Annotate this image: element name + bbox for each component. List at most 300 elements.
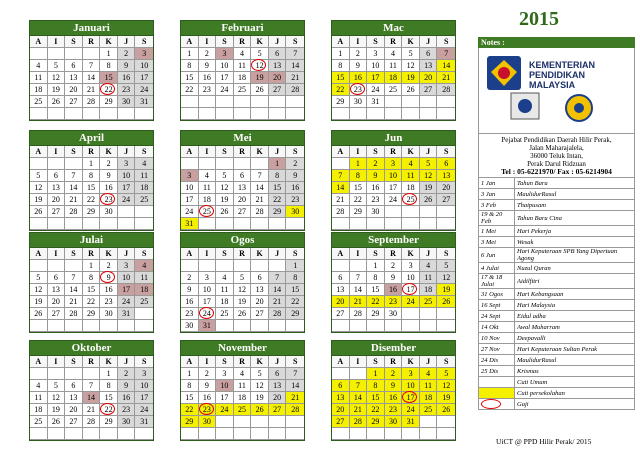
day-cell: 3 xyxy=(402,260,420,272)
empty-cell xyxy=(181,428,199,440)
weekday-header: A xyxy=(181,248,199,260)
weekday-header: A xyxy=(332,248,350,260)
empty-cell xyxy=(332,218,350,230)
day-cell: 1 xyxy=(350,158,368,170)
holiday-date: 3 Mei xyxy=(479,237,515,248)
weekday-header: A xyxy=(30,356,48,368)
day-cell: 15 xyxy=(181,392,199,404)
empty-cell xyxy=(251,320,269,332)
empty-cell xyxy=(402,320,420,332)
day-cell: 11 xyxy=(135,272,153,284)
empty-cell xyxy=(65,108,83,120)
day-cell: 21 xyxy=(83,84,101,96)
day-cell: 7 xyxy=(269,272,287,284)
weekday-header: K xyxy=(100,356,118,368)
day-cell: 6 xyxy=(269,48,287,60)
day-cell: 27 xyxy=(332,416,350,428)
day-cell: 23 xyxy=(199,84,217,96)
empty-cell xyxy=(234,416,252,428)
day-cell: 31 xyxy=(199,320,217,332)
empty-cell xyxy=(234,108,252,120)
day-cell: 6 xyxy=(332,272,350,284)
day-cell: 21 xyxy=(332,194,350,206)
day-cell: 8 xyxy=(367,272,385,284)
day-cell: 22 xyxy=(286,296,304,308)
weekday-header: K xyxy=(251,146,269,158)
day-cell: 9 xyxy=(350,60,368,72)
day-cell: 29 xyxy=(100,416,118,428)
empty-cell xyxy=(332,320,350,332)
empty-cell xyxy=(437,96,455,108)
day-cell: 30 xyxy=(367,206,385,218)
empty-cell xyxy=(234,158,252,170)
day-cell: 19 xyxy=(420,182,438,194)
day-cell: 8 xyxy=(286,272,304,284)
day-cell: 12 xyxy=(251,60,269,72)
month-disember xyxy=(331,340,456,441)
day-cell: 8 xyxy=(367,380,385,392)
day-cell: 14 xyxy=(350,392,368,404)
empty-cell xyxy=(83,218,101,230)
day-cell: 27 xyxy=(234,206,252,218)
day-cell: 1 xyxy=(367,260,385,272)
empty-cell xyxy=(48,260,66,272)
empty-cell xyxy=(420,108,438,120)
empty-cell xyxy=(437,416,455,428)
day-cell: 2 xyxy=(118,368,136,380)
weekday-header: A xyxy=(181,146,199,158)
day-cell: 27 xyxy=(332,308,350,320)
day-cell: 17 xyxy=(199,296,217,308)
day-cell: 7 xyxy=(286,48,304,60)
empty-cell xyxy=(234,320,252,332)
weekday-header: K xyxy=(251,248,269,260)
day-cell: 4 xyxy=(234,368,252,380)
empty-cell xyxy=(118,428,136,440)
month-grid xyxy=(30,356,153,440)
day-cell: 22 xyxy=(100,84,118,96)
day-cell: 27 xyxy=(48,308,66,320)
day-cell: 27 xyxy=(269,84,287,96)
month-julai xyxy=(29,232,154,333)
weekday-header: S xyxy=(367,36,385,48)
day-cell: 20 xyxy=(251,296,269,308)
weekday-header: A xyxy=(181,356,199,368)
weekday-header: I xyxy=(199,356,217,368)
day-cell: 14 xyxy=(286,60,304,72)
day-cell: 15 xyxy=(83,284,101,296)
empty-cell xyxy=(65,218,83,230)
day-cell: 15 xyxy=(83,182,101,194)
empty-cell xyxy=(286,428,304,440)
weekday-header: R xyxy=(234,146,252,158)
weekday-header: I xyxy=(350,146,368,158)
day-cell: 3 xyxy=(118,158,136,170)
weekday-header: K xyxy=(251,356,269,368)
holiday-name: Gaji xyxy=(515,399,634,410)
holiday-date: 25 Dis xyxy=(479,366,515,377)
month-grid xyxy=(332,356,455,440)
empty-cell xyxy=(420,308,438,320)
day-cell: 6 xyxy=(332,380,350,392)
day-cell: 30 xyxy=(286,206,304,218)
day-cell: 24 xyxy=(402,296,420,308)
empty-cell xyxy=(251,158,269,170)
empty-cell xyxy=(118,218,136,230)
day-cell: 23 xyxy=(181,308,199,320)
holiday-name: Wesak xyxy=(515,237,634,248)
day-cell: 4 xyxy=(420,260,438,272)
empty-cell xyxy=(367,320,385,332)
day-cell: 11 xyxy=(234,60,252,72)
day-cell: 2 xyxy=(350,48,368,60)
day-cell: 22 xyxy=(100,404,118,416)
day-cell: 23 xyxy=(100,194,118,206)
empty-cell xyxy=(181,108,199,120)
day-cell: 1 xyxy=(181,368,199,380)
weekday-header: R xyxy=(83,36,101,48)
empty-cell xyxy=(385,96,403,108)
day-cell: 13 xyxy=(332,284,350,296)
month-grid xyxy=(332,248,455,332)
empty-cell xyxy=(269,428,287,440)
day-cell: 12 xyxy=(216,182,234,194)
empty-cell xyxy=(251,260,269,272)
month-title: November xyxy=(181,341,304,356)
weekday-header: I xyxy=(48,356,66,368)
day-cell: 19 xyxy=(251,392,269,404)
empty-cell xyxy=(83,48,101,60)
weekday-header: S xyxy=(367,356,385,368)
day-cell: 22 xyxy=(332,84,350,96)
day-cell: 19 xyxy=(216,194,234,206)
weekday-header: J xyxy=(269,36,287,48)
day-cell: 20 xyxy=(48,296,66,308)
day-cell: 24 xyxy=(118,194,136,206)
day-cell: 19 xyxy=(251,72,269,84)
day-cell: 18 xyxy=(420,392,438,404)
day-cell: 13 xyxy=(269,380,287,392)
address-line: Perak Darul Ridzuan xyxy=(527,160,586,168)
day-cell: 13 xyxy=(65,72,83,84)
empty-cell xyxy=(269,218,287,230)
empty-cell xyxy=(216,218,234,230)
day-cell: 16 xyxy=(199,392,217,404)
day-cell: 15 xyxy=(100,72,118,84)
day-cell: 31 xyxy=(118,308,136,320)
day-cell: 10 xyxy=(199,284,217,296)
weekday-header: A xyxy=(332,146,350,158)
holiday-name: Tahun Baru xyxy=(515,178,634,189)
empty-cell xyxy=(135,206,153,218)
day-cell: 16 xyxy=(100,284,118,296)
holiday-date xyxy=(479,399,515,410)
holiday-name: Deepavalli xyxy=(515,333,634,344)
empty-cell xyxy=(199,260,217,272)
holiday-name: Hari Keputeraan Sultan Perak xyxy=(515,344,634,355)
day-cell: 4 xyxy=(135,260,153,272)
day-cell: 21 xyxy=(286,72,304,84)
empty-cell xyxy=(437,428,455,440)
weekday-header: S xyxy=(65,146,83,158)
day-cell: 20 xyxy=(234,194,252,206)
day-cell: 3 xyxy=(216,48,234,60)
weekday-header: I xyxy=(48,146,66,158)
day-cell: 23 xyxy=(350,84,368,96)
empty-cell xyxy=(420,428,438,440)
empty-cell xyxy=(420,206,438,218)
empty-cell xyxy=(216,96,234,108)
weekday-header: S xyxy=(437,356,455,368)
day-cell: 1 xyxy=(332,48,350,60)
day-cell: 6 xyxy=(251,272,269,284)
empty-cell xyxy=(420,416,438,428)
empty-cell xyxy=(135,428,153,440)
day-cell: 30 xyxy=(118,416,136,428)
day-cell: 21 xyxy=(269,296,287,308)
day-cell: 1 xyxy=(83,158,101,170)
day-cell: 8 xyxy=(83,170,101,182)
empty-cell xyxy=(234,96,252,108)
day-cell: 14 xyxy=(83,72,101,84)
day-cell: 18 xyxy=(234,72,252,84)
day-cell: 24 xyxy=(118,296,136,308)
empty-cell xyxy=(216,428,234,440)
holiday-name: Thaipusam xyxy=(515,200,634,211)
day-cell: 8 xyxy=(100,380,118,392)
day-cell: 2 xyxy=(367,158,385,170)
day-cell: 2 xyxy=(286,158,304,170)
day-cell: 30 xyxy=(181,320,199,332)
month-title: Oktober xyxy=(30,341,153,356)
day-cell: 26 xyxy=(48,96,66,108)
empty-cell xyxy=(65,368,83,380)
payday-marker-icon xyxy=(481,399,501,409)
day-cell: 8 xyxy=(181,380,199,392)
day-cell: 7 xyxy=(350,272,368,284)
day-cell: 23 xyxy=(118,84,136,96)
empty-cell xyxy=(100,218,118,230)
empty-cell xyxy=(402,218,420,230)
day-cell: 29 xyxy=(332,96,350,108)
month-title: April xyxy=(30,131,153,146)
weekday-header: K xyxy=(100,146,118,158)
day-cell: 20 xyxy=(65,404,83,416)
day-cell: 25 xyxy=(135,194,153,206)
day-cell: 27 xyxy=(48,206,66,218)
empty-cell xyxy=(30,48,48,60)
month-title: September xyxy=(332,233,455,248)
weekday-header: S xyxy=(367,146,385,158)
empty-cell xyxy=(402,206,420,218)
day-cell: 28 xyxy=(83,96,101,108)
empty-cell xyxy=(100,320,118,332)
day-cell: 6 xyxy=(420,48,438,60)
month-oktober xyxy=(29,340,154,441)
weekday-header: J xyxy=(118,146,136,158)
day-cell: 23 xyxy=(118,404,136,416)
weekday-header: S xyxy=(437,248,455,260)
empty-cell xyxy=(350,368,368,380)
empty-cell xyxy=(286,320,304,332)
day-cell: 20 xyxy=(332,296,350,308)
day-cell: 8 xyxy=(332,60,350,72)
day-cell: 13 xyxy=(269,60,287,72)
empty-cell xyxy=(199,218,217,230)
empty-cell xyxy=(402,308,420,320)
empty-cell xyxy=(286,416,304,428)
day-cell: 15 xyxy=(100,392,118,404)
empty-cell xyxy=(118,320,136,332)
weekday-header: K xyxy=(100,36,118,48)
day-cell: 30 xyxy=(118,96,136,108)
month-title: Mac xyxy=(332,21,455,36)
day-cell: 15 xyxy=(350,182,368,194)
office-tel: Tel : 05-6221970/ Fax : 05-6214904 xyxy=(501,167,612,176)
holiday-date: 19 & 20 Feb xyxy=(479,211,515,226)
empty-cell xyxy=(234,218,252,230)
month-grid xyxy=(332,146,455,230)
day-cell: 30 xyxy=(385,308,403,320)
office-address xyxy=(478,134,635,178)
day-cell: 1 xyxy=(286,260,304,272)
empty-cell xyxy=(135,308,153,320)
weekday-header: J xyxy=(420,146,438,158)
empty-cell xyxy=(286,218,304,230)
weekday-header: J xyxy=(118,36,136,48)
day-cell: 26 xyxy=(420,194,438,206)
empty-cell xyxy=(30,368,48,380)
weekday-header: I xyxy=(48,36,66,48)
day-cell: 16 xyxy=(118,392,136,404)
day-cell: 31 xyxy=(135,416,153,428)
day-cell: 11 xyxy=(234,380,252,392)
month-februari xyxy=(180,20,305,121)
month-title: Februari xyxy=(181,21,304,36)
weekday-header: I xyxy=(199,248,217,260)
empty-cell xyxy=(437,320,455,332)
weekday-header: I xyxy=(199,146,217,158)
day-cell: 21 xyxy=(65,296,83,308)
empty-cell xyxy=(83,428,101,440)
weekday-header: S xyxy=(286,146,304,158)
day-cell: 9 xyxy=(118,380,136,392)
day-cell: 26 xyxy=(216,206,234,218)
day-cell: 6 xyxy=(234,170,252,182)
day-cell: 1 xyxy=(83,260,101,272)
day-cell: 11 xyxy=(402,170,420,182)
day-cell: 18 xyxy=(420,284,438,296)
weekday-header: S xyxy=(65,356,83,368)
day-cell: 12 xyxy=(234,284,252,296)
day-cell: 25 xyxy=(216,308,234,320)
empty-cell xyxy=(83,320,101,332)
holiday-date: 3 Feb xyxy=(479,200,515,211)
notes-header: Notes : xyxy=(478,37,635,48)
month-title: Julai xyxy=(30,233,153,248)
day-cell: 12 xyxy=(48,72,66,84)
day-cell: 17 xyxy=(402,284,420,296)
weekday-header: A xyxy=(30,36,48,48)
empty-cell xyxy=(385,428,403,440)
day-cell: 22 xyxy=(350,194,368,206)
weekday-header: S xyxy=(286,356,304,368)
day-cell: 18 xyxy=(30,404,48,416)
day-cell: 22 xyxy=(269,194,287,206)
holiday-name: Hari Keputeraan SPB Yang Dipertuan Agong xyxy=(515,248,634,263)
day-cell: 14 xyxy=(65,284,83,296)
day-cell: 12 xyxy=(437,380,455,392)
day-cell: 7 xyxy=(83,380,101,392)
day-cell: 9 xyxy=(385,380,403,392)
day-cell: 5 xyxy=(437,368,455,380)
holiday-name: Awal Muharram xyxy=(515,322,634,333)
day-cell: 28 xyxy=(350,416,368,428)
day-cell: 10 xyxy=(181,182,199,194)
day-cell: 20 xyxy=(48,194,66,206)
day-cell: 18 xyxy=(402,182,420,194)
month-september xyxy=(331,232,456,333)
day-cell: 15 xyxy=(367,392,385,404)
weekday-header: K xyxy=(251,36,269,48)
day-cell: 18 xyxy=(385,72,403,84)
holiday-date: 4 Julai xyxy=(479,263,515,274)
day-cell: 13 xyxy=(48,182,66,194)
month-mei xyxy=(180,130,305,231)
day-cell: 4 xyxy=(420,368,438,380)
holiday-name: Aidilfitri xyxy=(515,274,634,289)
day-cell: 2 xyxy=(385,368,403,380)
empty-cell xyxy=(269,416,287,428)
day-cell: 25 xyxy=(30,96,48,108)
day-cell: 20 xyxy=(269,392,287,404)
day-cell: 17 xyxy=(118,284,136,296)
holiday-date xyxy=(479,377,515,388)
holiday-name: Tahun Baru Cina xyxy=(515,211,634,226)
footer-credit: UiCT @ PPD Hilir Perak/ 2015 xyxy=(496,437,592,446)
weekday-header: J xyxy=(420,36,438,48)
empty-cell xyxy=(234,428,252,440)
day-cell: 29 xyxy=(350,206,368,218)
empty-cell xyxy=(385,320,403,332)
day-cell: 2 xyxy=(118,48,136,60)
empty-cell xyxy=(269,96,287,108)
weekday-header: S xyxy=(65,248,83,260)
holiday-name: Eidul adha xyxy=(515,311,634,322)
day-cell: 4 xyxy=(135,158,153,170)
day-cell: 10 xyxy=(135,380,153,392)
day-cell: 14 xyxy=(269,284,287,296)
day-cell: 17 xyxy=(216,72,234,84)
day-cell: 11 xyxy=(30,392,48,404)
empty-cell xyxy=(332,158,350,170)
month-grid xyxy=(30,36,153,120)
weekday-header: J xyxy=(118,248,136,260)
day-cell: 16 xyxy=(100,182,118,194)
day-cell: 11 xyxy=(385,60,403,72)
day-cell: 16 xyxy=(181,296,199,308)
day-cell: 22 xyxy=(367,296,385,308)
empty-cell xyxy=(216,158,234,170)
empty-cell xyxy=(251,428,269,440)
day-cell: 28 xyxy=(251,206,269,218)
empty-cell xyxy=(350,260,368,272)
holiday-name: Cuti persekolahan xyxy=(515,388,634,399)
empty-cell xyxy=(181,260,199,272)
day-cell: 3 xyxy=(135,48,153,60)
day-cell: 26 xyxy=(234,308,252,320)
day-cell: 22 xyxy=(181,404,199,416)
